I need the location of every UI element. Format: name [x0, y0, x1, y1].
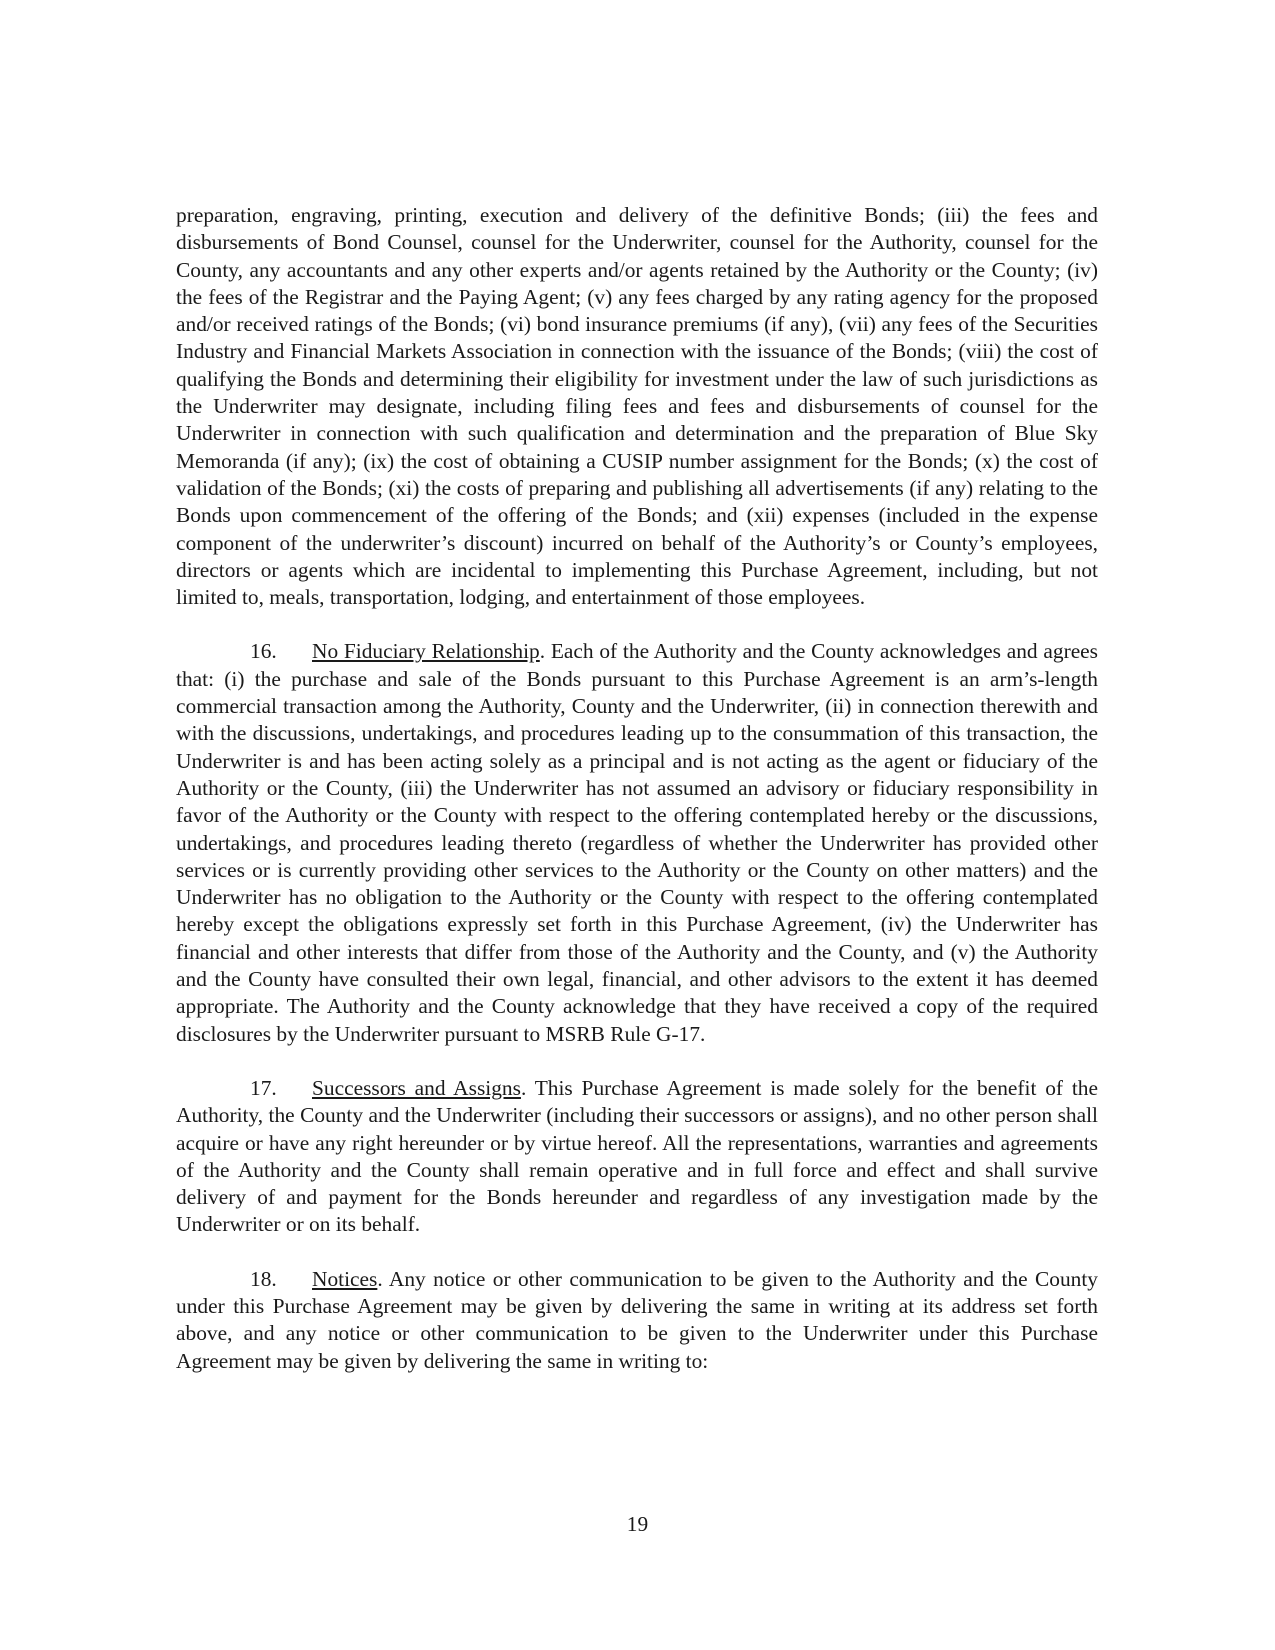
section-18-number: 18.	[250, 1266, 277, 1291]
section-16-body: . Each of the Authority and the County acknowledges and agrees that: (i) the purchase and sale of the Bonds pursuant to this Purchase Agreement is an arm’s-length commercial transaction among the Authority, County and the Underwriter, (ii) in connection therewith and with the discussions, undertakings, and procedures leading up to the consummation of this transaction, the Underwriter is and has been acting solely as a principal and is not acting as the agent or fiduciary of the Authority or the County, (iii) the Underwriter has not assumed an advisory or fiduciary responsibility in favor of the Authority or the County with respect to the offering contemplated hereby or the discussions, undertakings, and procedures leading thereto (regardless of whether the Underwriter has provided other services or is currently providing other services to the Authority or the County on other matters) and the Underwriter has no obligation to the Authority or the County with respect to the offering contemplated hereby except the obligations expressly set forth in this Purchase Agreement, (iv) the Underwriter has financial and other interests that differ from those of the Authority and the County, and (v) the Authority and the County have consulted their own legal, financial, and other advisors to the extent it has deemed appropriate. The Authority and the County acknowledge that they have received a copy of the required disclosures by the Underwriter pursuant to MSRB Rule G-17.	[176, 639, 1099, 1046]
paragraph-gap	[176, 1048, 1098, 1075]
section-18-heading: Notices	[312, 1266, 378, 1291]
section-16-number: 16.	[250, 639, 277, 664]
page-number: 19	[626, 1512, 649, 1536]
continuation-paragraph: preparation, engraving, printing, execution and delivery of the definitive Bonds; (iii) the fees and disbursements of Bond Counsel, counsel for the Underwriter, counsel for the Authority, counsel for the County, any accountants and any other experts and/or agents retained by the Authority or the County; (iv) the fees of the Registrar and the Paying Agent; (v) any fees charged by any rating agency for the proposed and/or received ratings of the Bonds; (vi) bond insurance premiums (if any), (vii) any fees of the Securities Industry and Financial Markets Association in connection with the issuance of the Bonds; (viii) the cost of qualifying the Bonds and determining their eligibility for investment under the law of such jurisdictions as the Underwriter may designate, including filing fees and fees and disbursements of counsel for the Underwriter in connection with such qualification and determination and the preparation of Blue Sky Memoranda (if any); (ix) the cost of obtaining a CUSIP number assignment for the Bonds; (x) the cost of validation of the Bonds; (xi) the costs of preparing and publishing all advertisements (if any) relating to the Bonds upon commencement of the offering of the Bonds; and (xii) expenses (included in the expense component of the underwriter’s discount) incurred on behalf of the Authority’s or County’s employees, directors or agents which are incidental to implementing this Purchase Agreement, including, but not limited to, meals, transportation, lodging, and entertainment of those employees.	[176, 203, 1098, 610]
section-18-paragraph	[176, 1266, 1098, 1375]
section-16-heading: No Fiduciary Relationship	[312, 639, 540, 664]
section-17-body: . This Purchase Agreement is made solely for the benefit of the Authority, the County and the Underwriter (including their successors or assigns), and no other person shall acquire or have any right hereunder or by virtue hereof. All the representations, warranties and agreements of the Authority and the County shall remain operative and in full force and effect and shall survive delivery of and payment for the Bonds hereunder and regardless of any investigation made by the Underwriter or on its behalf.	[176, 1075, 1098, 1237]
section-17-number: 17.	[250, 1075, 277, 1100]
section-17-paragraph	[176, 1075, 1098, 1239]
document-page	[176, 202, 1098, 1375]
paragraph-gap	[176, 1239, 1098, 1266]
section-17-heading: Successors and Assigns	[312, 1075, 521, 1100]
paragraph-gap	[176, 611, 1098, 638]
section-16-paragraph	[176, 638, 1098, 1047]
section-18-body: . Any notice or other communication to be given to the Authority and the County under this Purchase Agreement may be given by delivering the same in writing at its address set forth above, and any notice or other communication to be given to the Underwriter under this Purchase Agreement may be given by delivering the same in writing to:	[176, 1266, 1098, 1373]
